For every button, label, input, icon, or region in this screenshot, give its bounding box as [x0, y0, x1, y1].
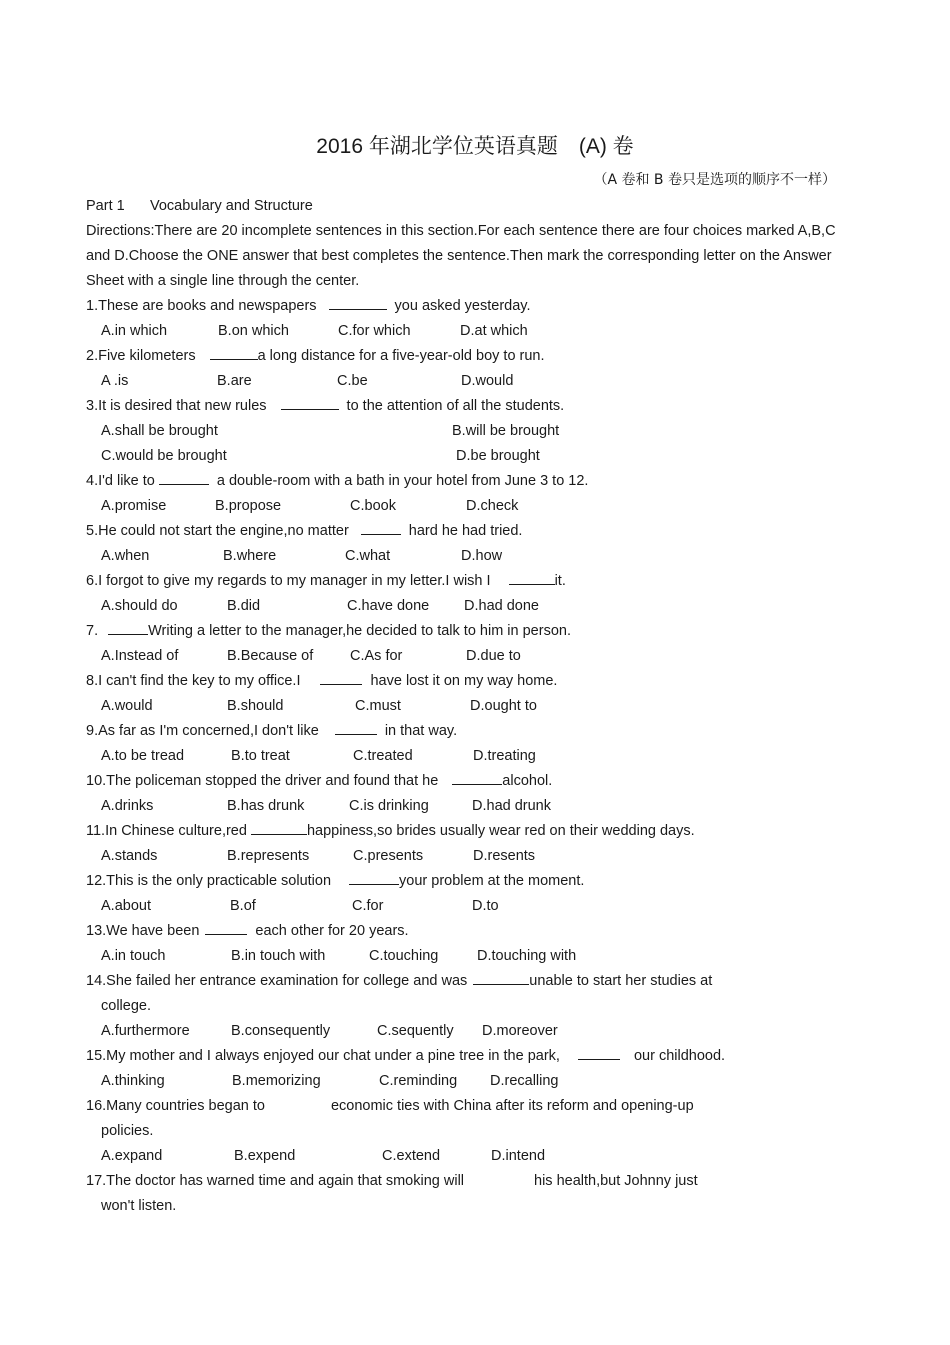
option-d[interactable]: D.had drunk: [472, 798, 551, 814]
answer-blank: [452, 771, 502, 785]
directions-line: Directions:There are 20 incomplete sentences in this section.For each sentence there are four choices marked A,B,C: [86, 223, 836, 239]
option-c[interactable]: C.for which: [338, 323, 411, 339]
question-text: in that way.: [384, 723, 458, 739]
option-c[interactable]: C.As for: [350, 648, 403, 664]
option-b[interactable]: B.will be brought: [452, 423, 560, 439]
answer-blank: [349, 871, 399, 885]
option-d[interactable]: D.intend: [491, 1148, 546, 1164]
option-a[interactable]: A.about: [101, 898, 151, 914]
options-row: [86, 371, 866, 396]
question-text: 6.I forgot to give my regards to my manager in my letter.I wish I: [86, 573, 491, 589]
option-b[interactable]: B.did: [227, 598, 261, 614]
question-text: 7.: [86, 623, 99, 639]
question-9: [86, 721, 866, 746]
question-text: happiness,so brides usually wear red on their wedding days.: [306, 823, 695, 839]
option-b[interactable]: B.in touch with: [231, 948, 326, 964]
question-15: [86, 1046, 866, 1071]
question-17: [86, 1171, 866, 1196]
question-text: each other for 20 years.: [255, 923, 409, 939]
option-b[interactable]: B.to treat: [231, 748, 290, 764]
answer-blank: [210, 346, 258, 360]
question-text: 17.The doctor has warned time and again that smoking will: [86, 1173, 465, 1189]
question-16: [86, 1096, 866, 1121]
option-a[interactable]: A.when: [101, 548, 150, 564]
question-text: 13.We have been: [86, 923, 200, 939]
option-b[interactable]: B.propose: [215, 498, 282, 514]
answer-blank: [251, 821, 307, 835]
question-text: 5.He could not start the engine,no matter: [86, 523, 349, 539]
question-text: to the attention of all the students.: [346, 398, 565, 414]
option-b[interactable]: B.represents: [227, 848, 310, 864]
option-d[interactable]: D.to: [472, 898, 499, 914]
options-row: [86, 946, 866, 971]
answer-blank: [329, 296, 387, 310]
option-c[interactable]: C.be: [337, 373, 368, 389]
option-d[interactable]: D.resents: [473, 848, 536, 864]
option-c[interactable]: C.must: [355, 698, 401, 714]
options-row: [86, 321, 866, 346]
options-row: [86, 446, 866, 471]
option-a[interactable]: A.to be tread: [101, 748, 185, 764]
option-d[interactable]: D.recalling: [490, 1073, 559, 1089]
option-c[interactable]: C.is drinking: [349, 798, 429, 814]
question-text: you asked yesterday.: [394, 298, 531, 314]
option-a[interactable]: A.would: [101, 698, 153, 714]
question-14: [86, 971, 866, 996]
options-row: [86, 696, 866, 721]
option-d[interactable]: D.be brought: [456, 448, 540, 464]
option-c[interactable]: C.touching: [369, 948, 439, 964]
question-text: hard he had tried.: [408, 523, 523, 539]
question-text: a long distance for a five-year-old boy to run.: [257, 348, 545, 364]
question-text: alcohol.: [502, 773, 553, 789]
question-text: 10.The policeman stopped the driver and found that he: [86, 773, 439, 789]
options-row: [86, 1071, 866, 1096]
question-2: [86, 346, 866, 371]
option-a[interactable]: A.promise: [101, 498, 167, 514]
option-b[interactable]: B.consequently: [231, 1023, 331, 1039]
options-row: [86, 796, 866, 821]
options-row: [86, 421, 866, 446]
option-d[interactable]: D.at which: [460, 323, 528, 339]
question-5: [86, 521, 866, 546]
question-continuation: college.: [101, 998, 151, 1014]
option-a[interactable]: A .is: [101, 373, 129, 389]
page-title: 2016 年湖北学位英语真题 (A) 卷: [316, 135, 634, 158]
option-d[interactable]: D.check: [466, 498, 519, 514]
option-b[interactable]: B.of: [230, 898, 256, 914]
option-c[interactable]: C.reminding: [379, 1073, 458, 1089]
question-8: [86, 671, 866, 696]
option-c[interactable]: C.what: [345, 548, 391, 564]
answer-blank: [335, 721, 377, 735]
question-text: 1.These are books and newspapers: [86, 298, 317, 314]
question-6: [86, 571, 866, 596]
question-text: 2.Five kilometers: [86, 348, 196, 364]
option-a[interactable]: A.in touch: [101, 948, 166, 964]
question-text: his health,but Johnny just: [534, 1173, 698, 1189]
question-text: Writing a letter to the manager,he decided to talk to him in person.: [148, 623, 571, 639]
question-10: [86, 771, 866, 796]
options-row: [86, 846, 866, 871]
options-row: [86, 896, 866, 921]
question-13: [86, 921, 866, 946]
option-b[interactable]: B.Because of: [227, 648, 314, 664]
option-d[interactable]: D.how: [461, 548, 503, 564]
question-text: 12.This is the only practicable solution: [86, 873, 332, 889]
option-a[interactable]: A.shall be brought: [101, 423, 218, 439]
question-1: [86, 296, 866, 321]
answer-blank: [472, 1172, 526, 1185]
question-11: [86, 821, 866, 846]
option-a[interactable]: A.in which: [101, 323, 168, 339]
option-c[interactable]: C.would be brought: [101, 448, 227, 464]
option-c[interactable]: C.book: [350, 498, 396, 514]
part-name: Vocabulary and Structure: [150, 198, 313, 214]
option-b[interactable]: B.on which: [218, 323, 289, 339]
answer-blank: [159, 471, 209, 485]
options-row: [86, 1021, 866, 1046]
option-c[interactable]: C.presents: [353, 848, 424, 864]
options-row: [86, 496, 866, 521]
question-continuation: policies.: [101, 1123, 154, 1139]
option-a[interactable]: A.thinking: [101, 1073, 165, 1089]
option-c[interactable]: C.extend: [382, 1148, 441, 1164]
question-text: our childhood.: [633, 1048, 726, 1064]
option-a[interactable]: A.stands: [101, 848, 158, 864]
question-7: [86, 621, 866, 646]
directions-line: Sheet with a single line through the center.: [86, 273, 360, 289]
option-c[interactable]: C.sequently: [377, 1023, 454, 1039]
question-4: [86, 471, 866, 496]
answer-blank: [361, 521, 401, 535]
answer-blank: [273, 1097, 319, 1110]
question-text: 11.In Chinese culture,red: [86, 823, 247, 839]
option-d[interactable]: D.moreover: [482, 1023, 558, 1039]
question-text: unable to start her studies at: [529, 973, 713, 989]
question-text: 9.As far as I'm concerned,I don't like: [86, 723, 319, 739]
answer-blank: [205, 921, 247, 935]
option-b[interactable]: B.are: [217, 373, 252, 389]
option-a[interactable]: A.Instead of: [101, 648, 179, 664]
options-row: [86, 746, 866, 771]
page-subtitle: （A 卷和 B 卷只是选项的顺序不一样）: [593, 172, 836, 188]
question-text: 4.I'd like to: [86, 473, 155, 489]
question-text: your problem at the moment.: [399, 873, 585, 889]
option-d[interactable]: D.due to: [466, 648, 521, 664]
option-a[interactable]: A.drinks: [101, 798, 154, 814]
answer-blank: [320, 671, 362, 685]
option-a[interactable]: A.should do: [101, 598, 178, 614]
question-continuation: won't listen.: [101, 1198, 177, 1214]
question-text: have lost it on my way home.: [370, 673, 558, 689]
question-text: 14.She failed her entrance examination for college and was: [86, 973, 468, 989]
exam-content: [86, 196, 866, 1221]
option-d[interactable]: D.had done: [464, 598, 539, 614]
option-d[interactable]: D.ought to: [470, 698, 537, 714]
option-d[interactable]: D.touching with: [477, 948, 577, 964]
directions-line: and D.Choose the ONE answer that best completes the sentence.Then mark the corresponding letter on the Answer: [86, 248, 832, 264]
option-c[interactable]: C.treated: [353, 748, 413, 764]
question-text: 16.Many countries began to: [86, 1098, 265, 1114]
answer-blank: [281, 396, 339, 410]
answer-blank: [578, 1046, 620, 1060]
answer-blank: [473, 971, 529, 985]
option-c[interactable]: C.have done: [347, 598, 430, 614]
options-row: [86, 1146, 866, 1171]
answer-blank: [108, 621, 148, 635]
option-d[interactable]: D.would: [461, 373, 514, 389]
options-row: [86, 546, 866, 571]
option-d[interactable]: D.treating: [473, 748, 536, 764]
question-3: [86, 396, 866, 421]
question-text: economic ties with China after its reform and opening-up: [330, 1098, 694, 1114]
option-a[interactable]: A.furthermore: [101, 1023, 190, 1039]
option-a[interactable]: A.expand: [101, 1148, 163, 1164]
part-heading: [86, 196, 866, 221]
question-text: 8.I can't find the key to my office.I: [86, 673, 301, 689]
question-text: 3.It is desired that new rules: [86, 398, 267, 414]
part-label: Part 1: [86, 198, 125, 214]
option-c[interactable]: C.for: [352, 898, 384, 914]
options-row: [86, 646, 866, 671]
option-b[interactable]: B.where: [223, 548, 277, 564]
question-12: [86, 871, 866, 896]
option-b[interactable]: B.should: [227, 698, 284, 714]
question-text: 15.My mother and I always enjoyed our chat under a pine tree in the park,: [86, 1048, 560, 1064]
option-b[interactable]: B.expend: [234, 1148, 296, 1164]
option-b[interactable]: B.has drunk: [227, 798, 305, 814]
question-text: a double-room with a bath in your hotel from June 3 to 12.: [216, 473, 589, 489]
options-row: [86, 596, 866, 621]
answer-blank: [509, 571, 555, 585]
question-text: it.: [554, 573, 566, 589]
option-b[interactable]: B.memorizing: [232, 1073, 321, 1089]
